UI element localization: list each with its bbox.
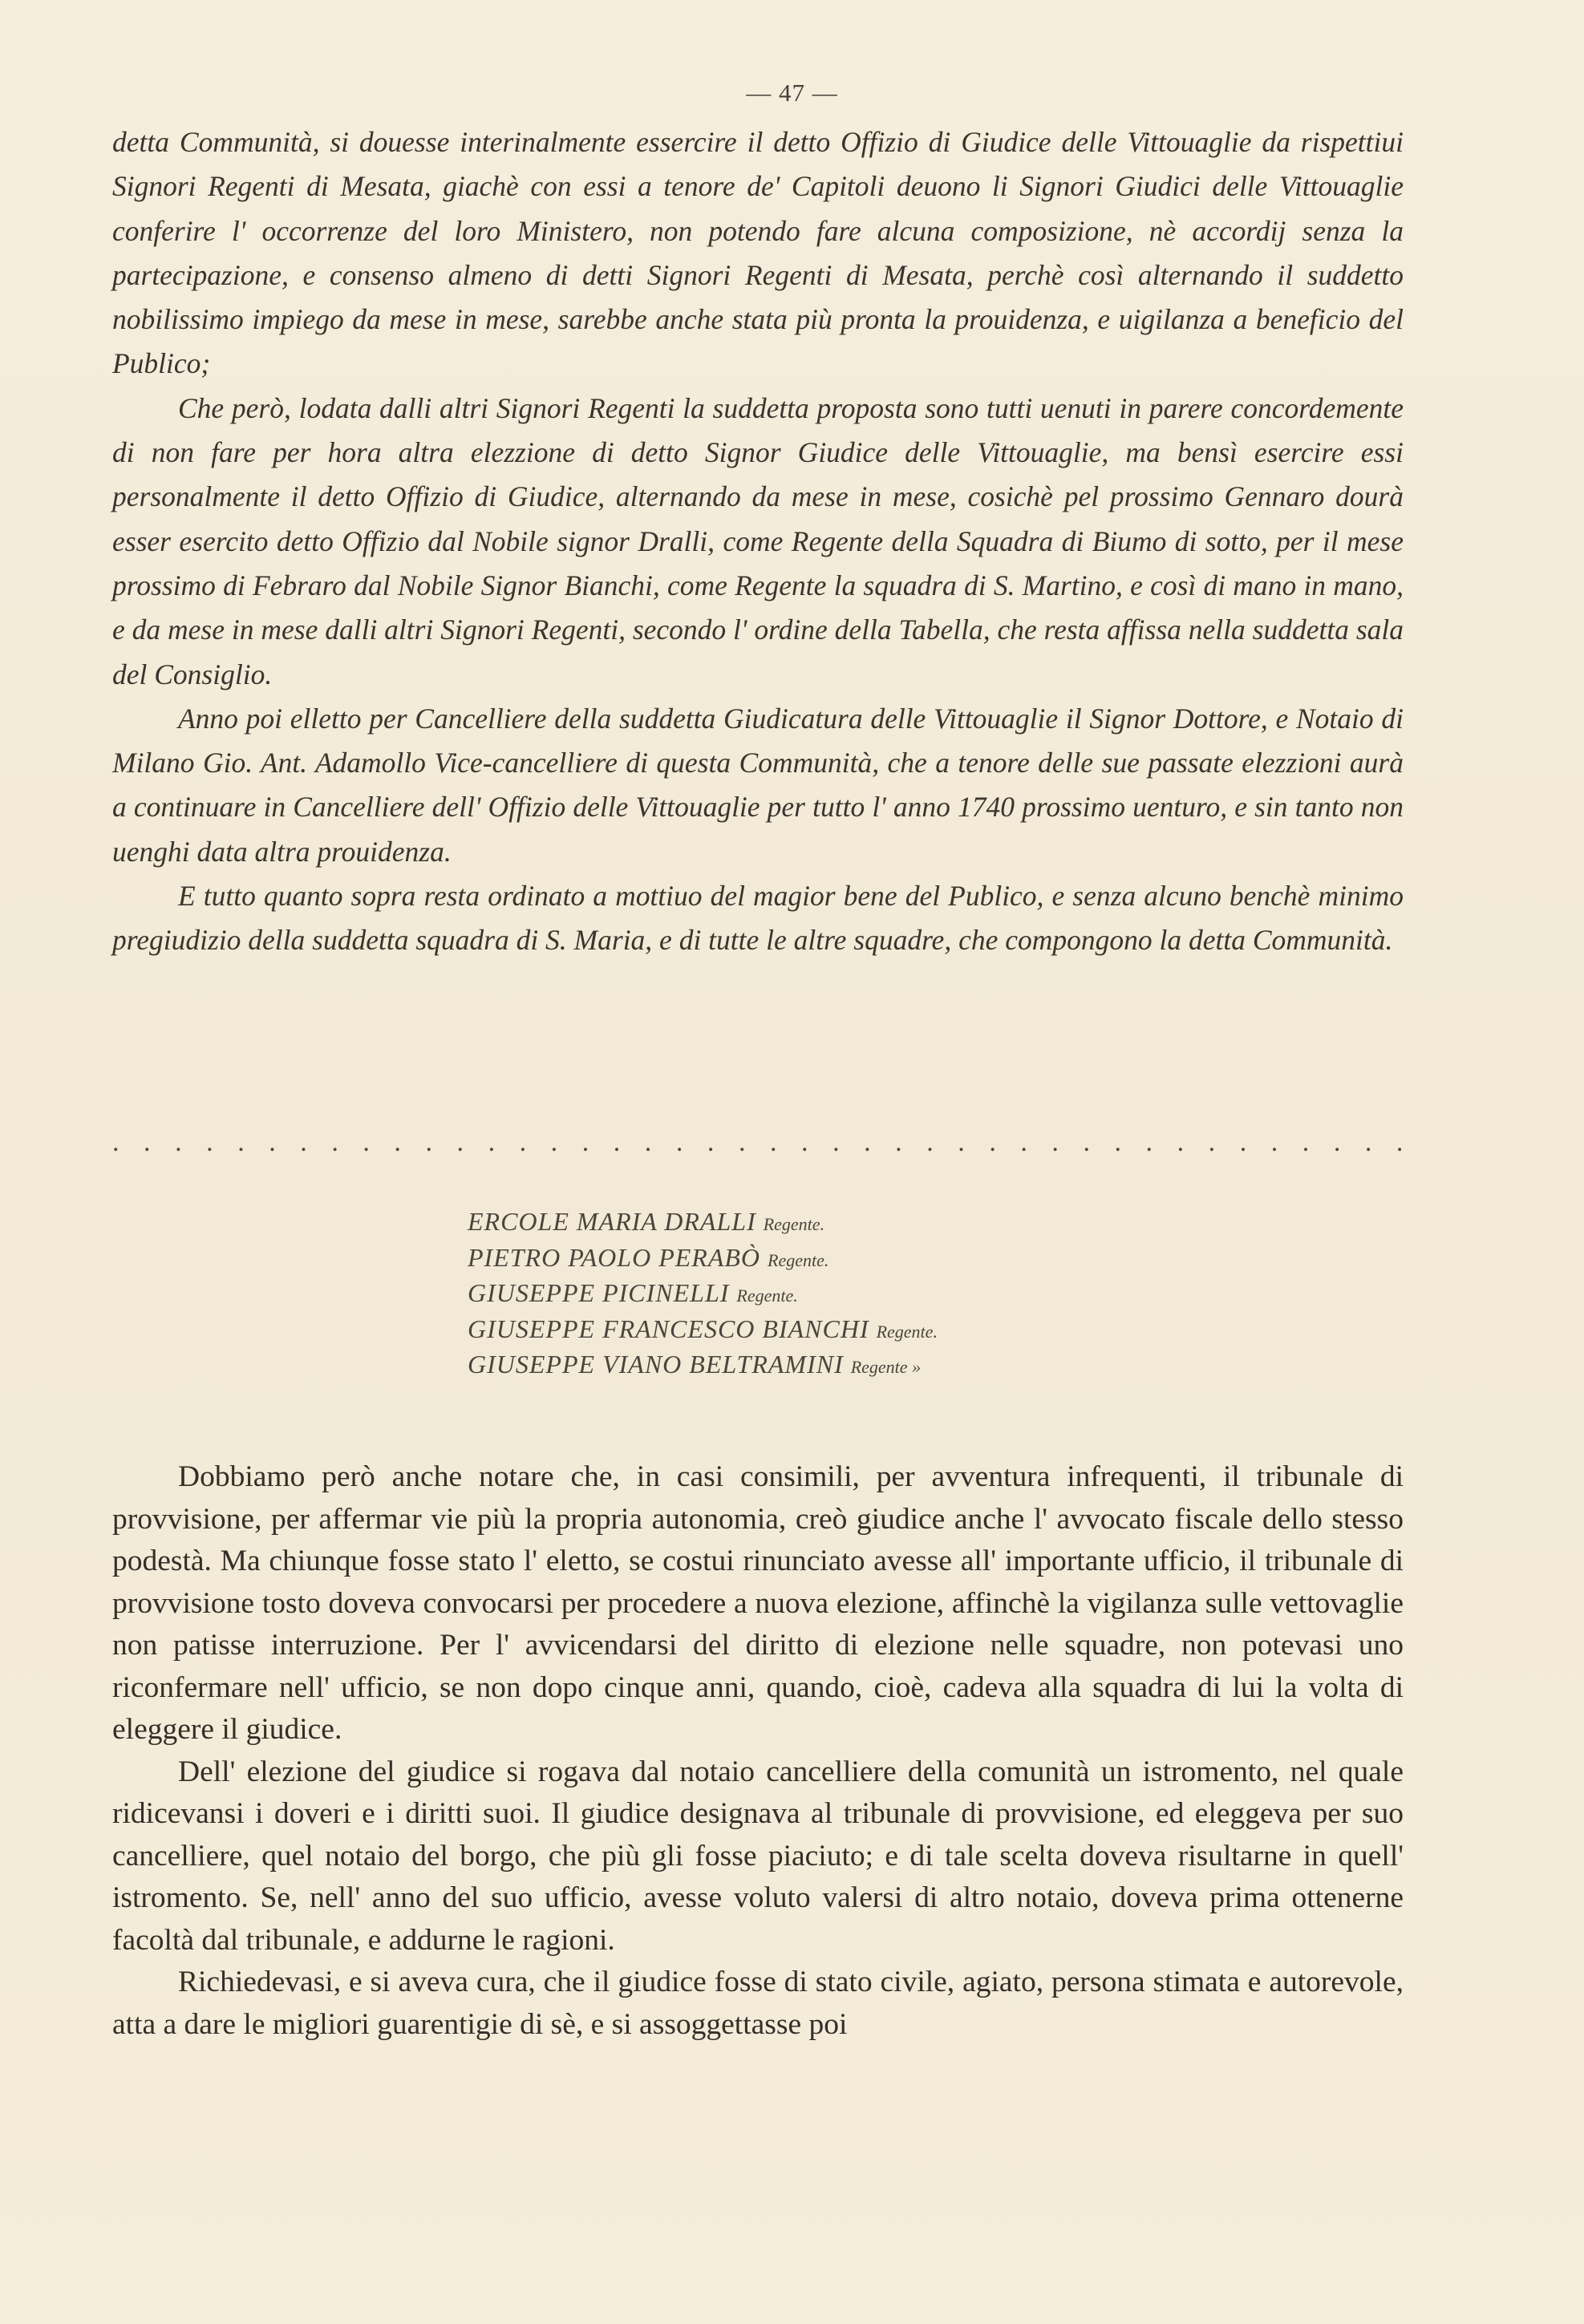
quoted-paragraph-4: E tutto quanto sopra resta ordinato a mottiuo del magior bene del Publico, e senza alcuno benchè minimo pregiudizio della suddetta squadra di S. Maria, e di tutte le altre squadre, che compongono la detta Communità.	[112, 880, 1404, 957]
signatory-name: PIETRO PAOLO PERABÒ	[468, 1242, 761, 1272]
signature-block	[468, 1205, 1189, 1384]
commentary-paragraph-2: Dell' elezione del giudice si rogava dal notaio cancelliere della comunità un istromento, nel quale ridicevansi i doveri e i diritti suoi. Il giudice designava al tribunale di provvisione, ed eleggeva per suo cancelliere, quel notaio del borgo, che più gli fosse piaciuto; e di tale scelta doveva risultarne in quell' istromento. Se, nell' anno del suo ufficio, avesse voluto valersi di altro notaio, doveva prima ottenerne facoltà dal tribunale, e addurne le ragioni.	[112, 1755, 1404, 1957]
ellipsis-divider: . . . . . . . . . . . . . . . . . . . . . . . . . . . . . . . . . . . . . . . . . .	[112, 1128, 1404, 1157]
signatory-name: ERCOLE MARIA DRALLI	[468, 1207, 756, 1236]
quoted-paragraph-2: Che però, lodata dalli altri Signori Regenti la suddetta proposta sono tutti uenuti in parere concordemente di non fare per hora altra elezzione di detto Signor Giudice delle Vittouaglie, ma bensì esercire essi personalmente il detto Offizio di Giudice, alternando da mese in mese, cosichè pel prossimo Gennaro dourà esser esercito detto Offizio dal Nobile signor Dralli, come Regente della Squadra di Biumo di sotto, per il mese prossimo di Febraro dal Nobile Signor Bianchi, come Regente la squadra di S. Martino, e così di mano in mano, e da mese in mese dalli altri Signori Regenti, secondo l' ordine della Tabella, che resta affissa nella suddetta sala del Consiglio.	[112, 391, 1404, 690]
commentary-paragraph-1: Dobbiamo però anche notare che, in casi consimili, per avventura infrequenti, il tribunale di provvisione, per affermar vie più la propria autonomia, creò giudice anche l' avvocato fiscale dello stesso podestà. Ma chiunque fosse stato l' eletto, se costui rinunciato avesse all' importante ufficio, il tribunale di provvisione tosto doveva convocarsi per procedere a nuova elezione, affinchè la vigilanza sulle vettovaglie non patisse interruzione. Per l' avvicendarsi del diritto di elezione nelle squadre, non potevasi uno riconfermare nell' ufficio, se non dopo cinque anni, quando, cioè, cadeva alla squadra di lui la volta di eleggere il giudice.	[112, 1460, 1404, 1746]
signatory-role: Regente.	[736, 1285, 798, 1306]
signatory-role: Regente.	[768, 1249, 829, 1270]
signatory-name: GIUSEPPE FRANCESCO BIANCHI	[468, 1314, 869, 1343]
signatory-name: GIUSEPPE VIANO BELTRAMINI	[468, 1350, 844, 1379]
signature-line	[468, 1205, 1189, 1241]
signature-line	[468, 1241, 1189, 1277]
page-number: — 47 —	[746, 79, 838, 107]
quoted-paragraph-1: detta Communità, si douesse interinalmente essercire il detto Offizio di Giudice delle Vittouaglie da rispettiui Signori Regenti di Mesata, giachè con essi a tenore de' Capitoli deuono li Signori Giudici delle Vittouaglie conferire l' occorrenze del loro Ministero, non potendo fare alcuna composizione, nè accordij senza la partecipazione, e consenso almeno di detti Signori Regenti di Mesata, perchè così alternando il suddetto nobilissimo impiego da mese in mese, sarebbe anche stata più pronta la prouidenza, e uigilanza a beneficio del Publico;	[112, 126, 1404, 380]
signatory-role: Regente.	[876, 1321, 938, 1342]
signature-line	[468, 1313, 1189, 1349]
signatory-name: GIUSEPPE PICINELLI	[468, 1278, 730, 1307]
quoted-document	[112, 120, 1404, 963]
signatory-role: Regente.	[763, 1214, 825, 1234]
commentary-paragraph-3: Richiedevasi, e si aveva cura, che il giudice fosse di stato civile, agiato, persona stimata e autorevole, atta a dare le migliori guarentigie di sè, e si assoggettasse poi	[112, 1966, 1404, 2041]
signatory-role: Regente »	[850, 1357, 922, 1377]
quoted-paragraph-3: Anno poi elletto per Cancelliere della suddetta Giudicatura delle Vittouaglie il Signor Dottore, e Notaio di Milano Gio. Ant. Adamollo Vice-cancelliere di questa Communità, che a tenore delle sue passate elezzioni aurà a continuare in Cancelliere dell' Offizio delle Vittouaglie per tutto l' anno 1740 prossimo uenturo, e sin tanto non uenghi data altra prouidenza.	[112, 702, 1404, 868]
commentary-text	[112, 1456, 1404, 2046]
signature-line	[468, 1348, 1189, 1384]
signature-line	[468, 1277, 1189, 1313]
